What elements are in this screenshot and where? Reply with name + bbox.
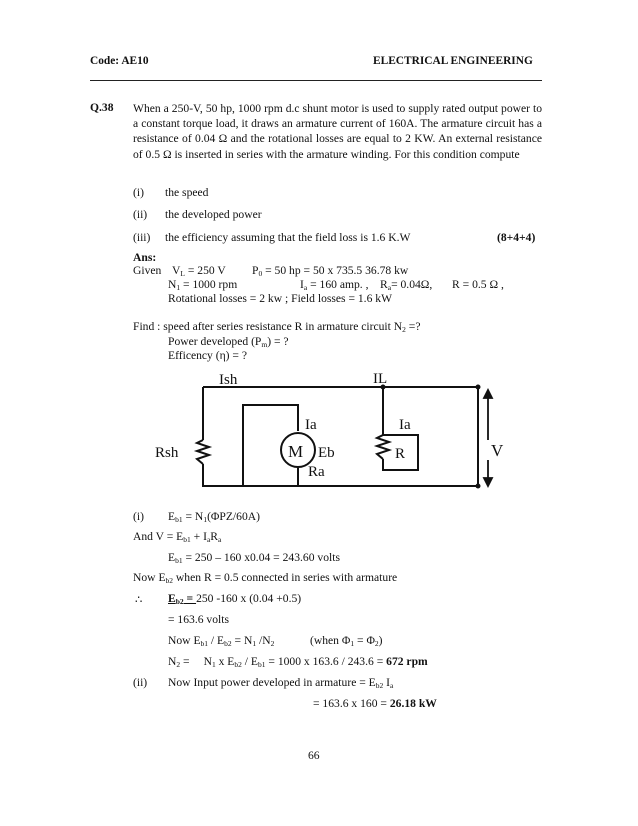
given-line-2-r: R = 0.5 Ω , xyxy=(452,278,504,291)
header-subject: ELECTRICAL ENGINEERING xyxy=(373,55,533,67)
label-rsh: Rsh xyxy=(155,445,179,461)
given-label: Given xyxy=(133,264,162,277)
label-ra: Ra xyxy=(308,464,325,480)
label-m: M xyxy=(288,442,304,461)
solution-line-1: $E_{b1} = N_1(\Phi PZ/60A)$ xyxy=(168,510,260,524)
solution-line-5: $E_{b2} = 250$ -160 x (0.04 +0.5) xyxy=(168,592,302,606)
question-item-num: (iii) xyxy=(133,231,151,244)
given-line-3: Rotational losses = 2 kw ; Field losses = 1.6 kW xyxy=(168,292,393,305)
given-line-1: $V_L = 250$ V xyxy=(172,264,226,278)
solution-line-10: = 163.6 x 160 = 26.18 kW xyxy=(313,697,437,710)
solution-line-7-condition: (when $\Phi_1 = \Phi_2$) xyxy=(310,634,383,648)
therefore-symbol: ∴ xyxy=(135,593,143,606)
question-item-text: the efficiency assuming that the field loss is 1.6 K.W xyxy=(165,231,411,244)
label-ia-left: Ia xyxy=(305,417,317,433)
given-line-2-speed: $N_1 = 1000$ rpm xyxy=(168,278,238,292)
header-code: Code: AE10 xyxy=(90,55,149,67)
question-item-num: (ii) xyxy=(133,208,148,221)
arrow-up-icon xyxy=(484,390,492,398)
given-line-2-ra: $R_a= 0.04\Omega$, xyxy=(380,278,433,292)
label-ia-right: Ia xyxy=(399,417,411,433)
find-line-3: Efficency (η) = ? xyxy=(168,349,248,362)
label-ish: Ish xyxy=(219,372,238,388)
solution-line-6: = 163.6 volts xyxy=(168,613,229,626)
given-line-2-current: $I_a = 160$ amp. , xyxy=(300,278,369,292)
find-line-2: Power developed $(P_m)$ = ? xyxy=(168,335,289,349)
solution-line-3: $E_{b1} = 250 - 160$ x0.04 = 243.60 volts xyxy=(168,551,340,565)
bottom-wire xyxy=(203,464,478,486)
given-line-1-power: $P_0 = 50$ hp = 50 x 735.5 36.78 kw xyxy=(252,264,409,278)
solution-i-num: (i) xyxy=(133,510,144,523)
solution-line-4: Now $E_{b2}$ when R = 0.5 connected in series with armature xyxy=(133,571,398,585)
solution-ii-num: (ii) xyxy=(133,676,148,689)
r-resistor-zigzag xyxy=(377,435,389,459)
question-item-num: (i) xyxy=(133,186,144,199)
solution-line-8: $N_2 = N_1$ x $E_{b2} / E_{b1} = 1000$ x 163.6 / 243.6 = 672 rpm xyxy=(168,655,428,669)
answer-label: Ans: xyxy=(133,251,157,264)
solution-line-9: Now Input power developed in armature = $E_{b2}$ $I_a$ xyxy=(168,676,394,690)
circuit-diagram xyxy=(148,368,508,490)
label-r: R xyxy=(395,446,406,462)
label-eb: Eb xyxy=(318,445,335,461)
arrow-down-icon xyxy=(484,478,492,486)
rsh-resistor xyxy=(197,440,209,464)
question-text: When a 250-V, 50 hp, 1000 rpm d.c shunt motor is used to supply rated output power to a constant torque load, it draws an armature current of 160A. The armature circuit has a resistance of 0.04 Ω and the rotational losses are equal to 2 KW. An external resistance of 0.5 Ω is inserted in series with the armature winding. For this condition compute xyxy=(133,102,542,161)
header-rule xyxy=(90,80,542,81)
question-marks: (8+4+4) xyxy=(497,231,536,244)
solution-line-7: Now $E_{b1} / E_{b2} = N_1$ $/N_2$ xyxy=(168,634,275,648)
solution-line-2: And $V = E_{b1} + I_aR_a$ xyxy=(133,530,222,544)
question-item-text: the developed power xyxy=(165,208,262,221)
question-item-text: the speed xyxy=(165,186,209,199)
page-number: 66 xyxy=(308,749,320,762)
label-il: IL xyxy=(373,371,388,387)
find-line-1: Find : speed after series resistance R in armature circuit $N_2$ =? xyxy=(133,320,421,334)
question-number: Q.38 xyxy=(90,101,114,114)
label-v: V xyxy=(491,441,504,460)
